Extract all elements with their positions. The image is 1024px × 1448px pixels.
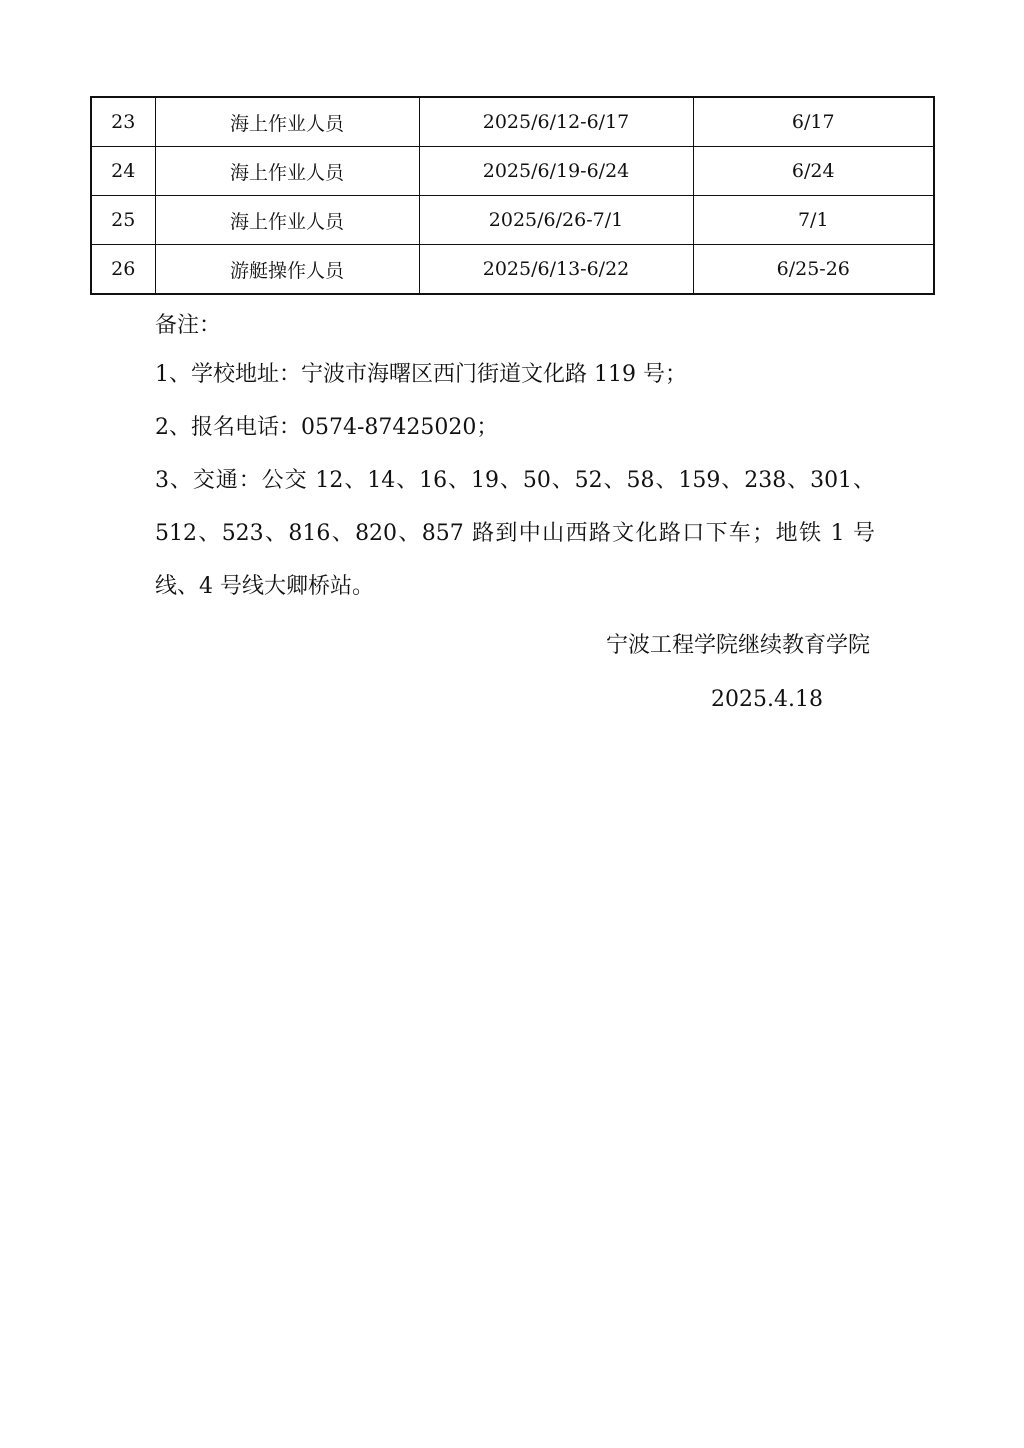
row-number: 25: [91, 196, 155, 245]
row-number: 23: [91, 97, 155, 147]
schedule-table: [90, 96, 935, 295]
training-category: 游艇操作人员: [155, 245, 419, 295]
training-category: 海上作业人员: [155, 97, 419, 147]
exam-date: 7/1: [693, 196, 934, 245]
training-category: 海上作业人员: [155, 147, 419, 196]
table-row: [91, 97, 934, 147]
exam-date: 6/25-26: [693, 245, 934, 295]
notes-title: 备注：: [155, 313, 222, 338]
registration-phone: 2、报名电话：0574-87425020；: [155, 415, 499, 440]
table-row: [91, 196, 934, 245]
table-row: [91, 147, 934, 196]
exam-date: 6/17: [693, 97, 934, 147]
transport-info: 3、交通：公交 12、14、16、19、50、52、58、159、238、301、512、523、816、820、857 路到中山西路文化路口下车；地铁 1 号线、4 号线大卿桥站。: [155, 468, 875, 599]
training-period: 2025/6/12-6/17: [419, 97, 693, 147]
exam-date: 6/24: [693, 147, 934, 196]
signature-date: 2025.4.18: [711, 687, 823, 712]
training-period: 2025/6/19-6/24: [419, 147, 693, 196]
row-number: 26: [91, 245, 155, 295]
signature-org: 宁波工程学院继续教育学院: [605, 633, 870, 658]
row-number: 24: [91, 147, 155, 196]
school-address: 1、学校地址：宁波市海曙区西门街道文化路 119 号；: [155, 362, 687, 387]
training-period: 2025/6/26-7/1: [419, 196, 693, 245]
training-period: 2025/6/13-6/22: [419, 245, 693, 295]
table-row: [91, 245, 934, 295]
training-category: 海上作业人员: [155, 196, 419, 245]
notes-section: [155, 304, 875, 613]
